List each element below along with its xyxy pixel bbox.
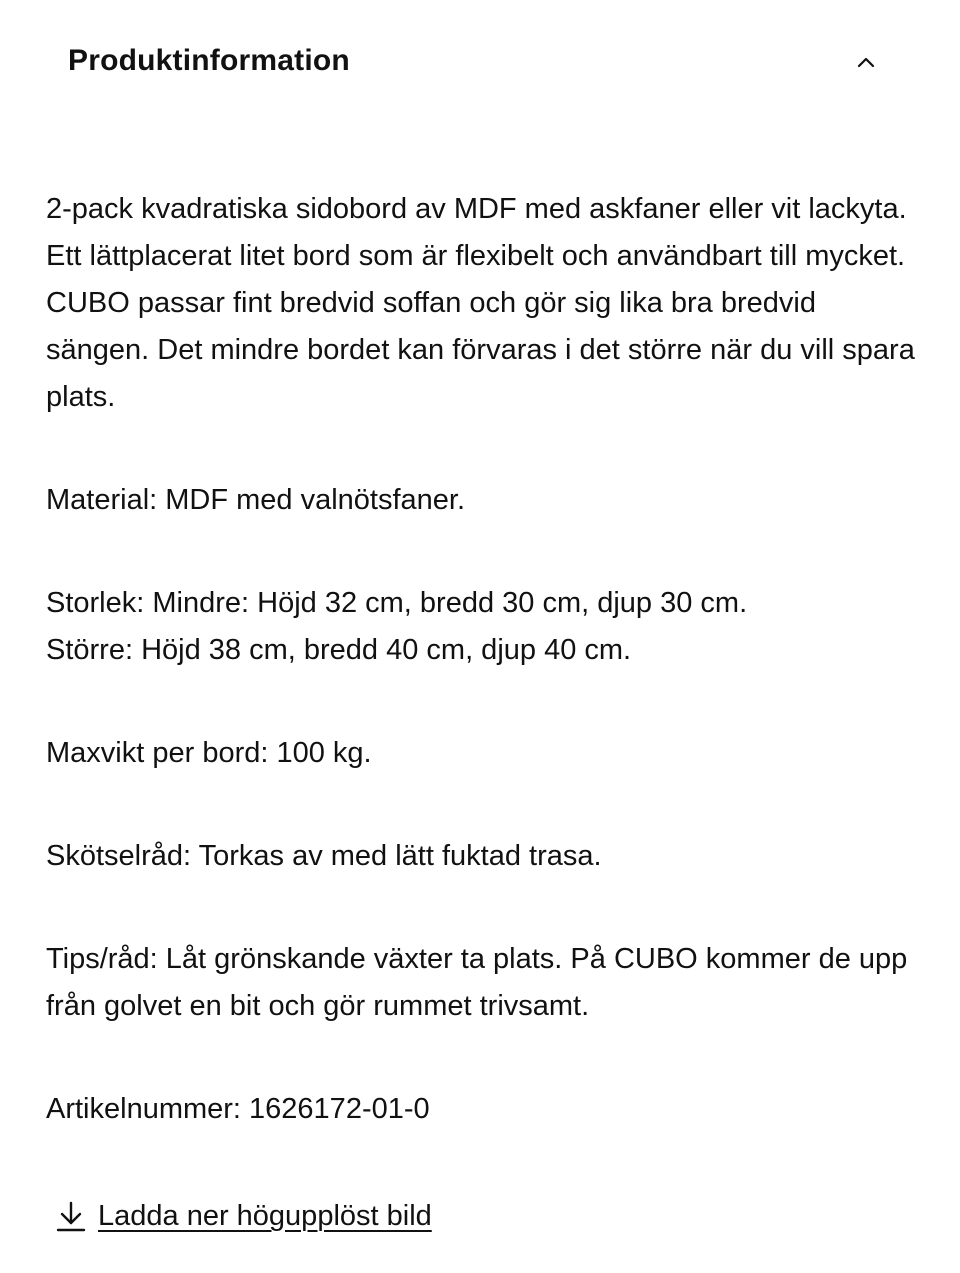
product-tips: Tips/råd: Låt grönskande växter ta plats. På CUBO kommer de upp från golvet en bit och gör rummet trivsamt.	[46, 943, 908, 1022]
download-image-label[interactable]: Ladda ner högupplöst bild	[98, 1200, 432, 1232]
product-size	[46, 580, 926, 674]
product-description: 2-pack kvadratiska sidobord av MDF med askfaner eller vit lackyta. Ett lättplacerat litet bord som är flexibelt och användbart till mycket. CUBO passar fint bredvid soffan och gör sig lika bra bredvid sängen. Det mindre bordet kan förvaras i det större när du vill spara plats.	[46, 193, 915, 413]
download-icon	[54, 1199, 88, 1233]
download-image-link[interactable]	[54, 1194, 432, 1238]
product-info-content	[46, 186, 926, 1189]
chevron-up-icon[interactable]	[850, 46, 882, 78]
accordion-title: Produktinformation	[68, 44, 350, 77]
product-article-number: Artikelnummer: 1626172-01-0	[46, 1093, 430, 1125]
product-care: Skötselråd: Torkas av med lätt fuktad trasa.	[46, 840, 602, 872]
accordion-header[interactable]	[0, 0, 960, 124]
product-size-large: Större: Höjd 38 cm, bredd 40 cm, djup 40 cm.	[46, 634, 632, 666]
product-max-weight: Maxvikt per bord: 100 kg.	[46, 737, 372, 769]
product-material: Material: MDF med valnötsfaner.	[46, 484, 466, 516]
product-size-small: Storlek: Mindre: Höjd 32 cm, bredd 30 cm, djup 30 cm.	[46, 587, 748, 619]
